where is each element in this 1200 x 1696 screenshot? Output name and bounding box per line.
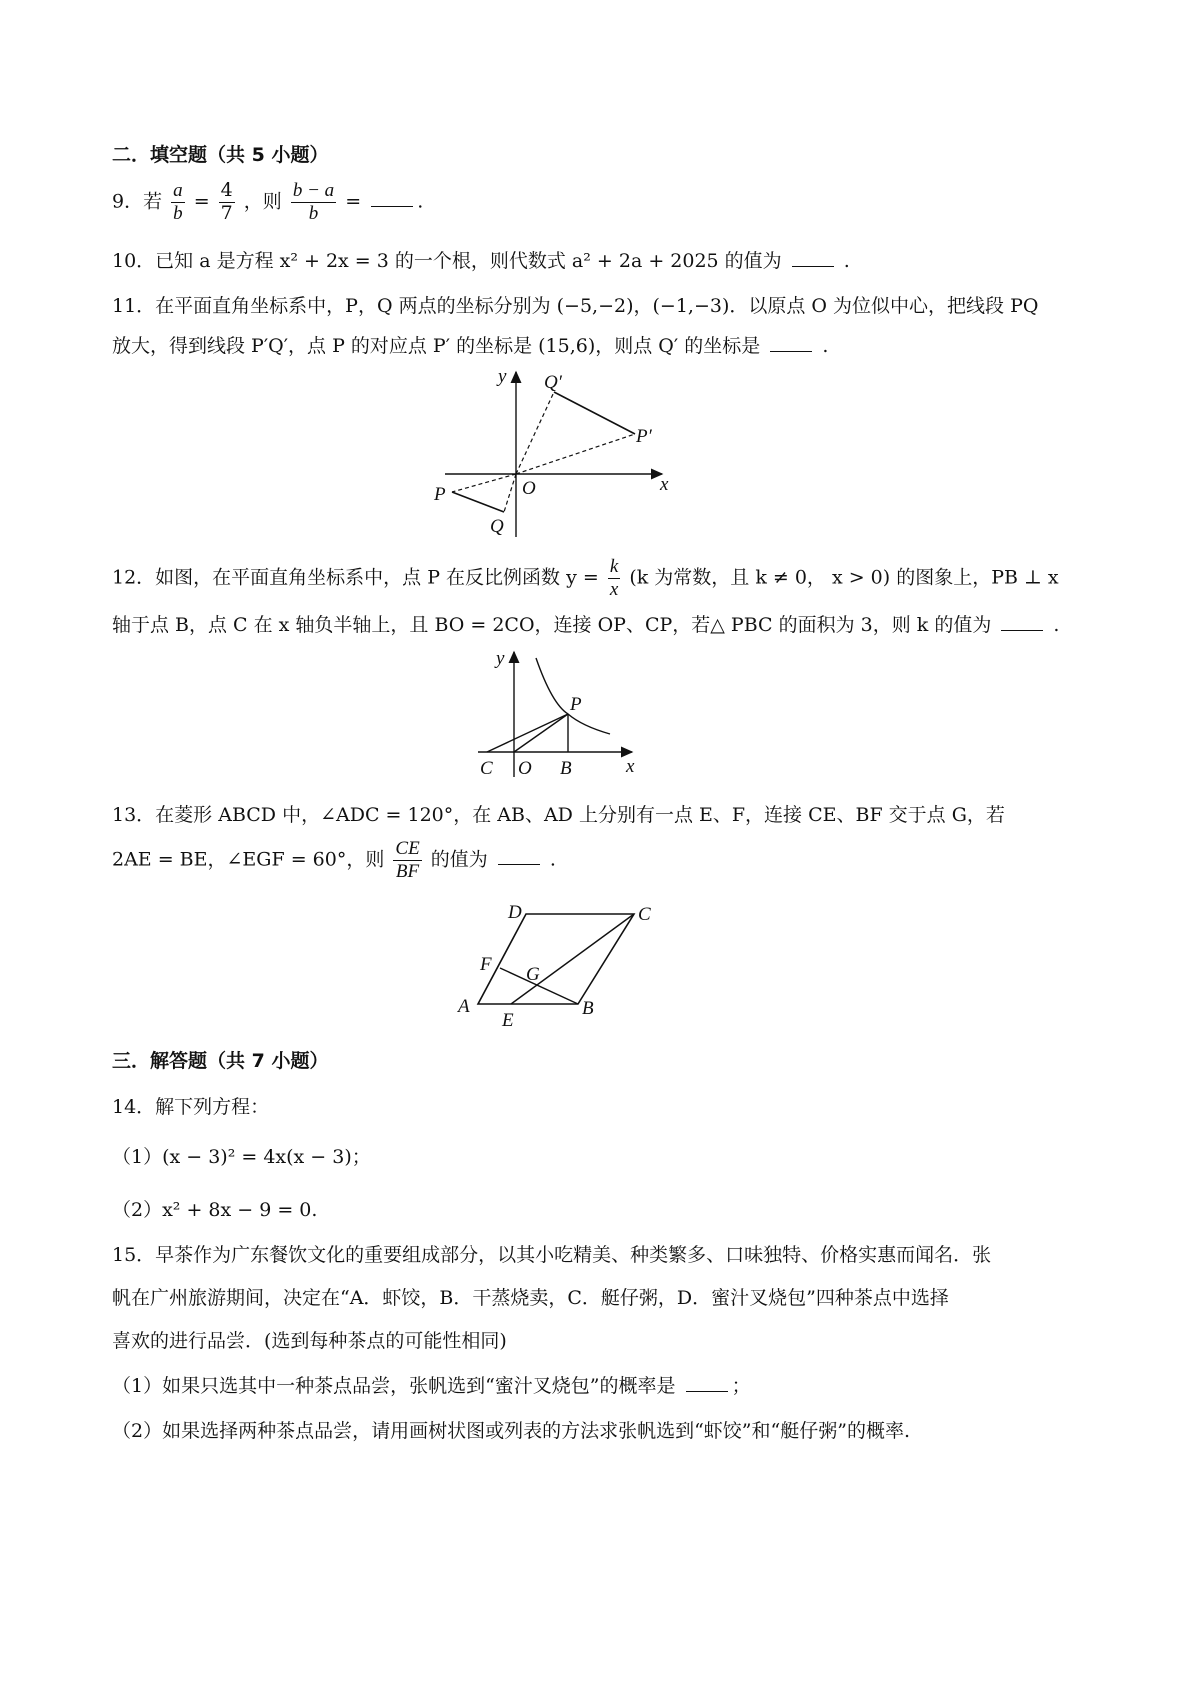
q11-q-label: Q bbox=[490, 516, 504, 537]
q12-period: . bbox=[1053, 614, 1060, 636]
q11-figure bbox=[430, 362, 690, 544]
q9-frac1-den: b bbox=[173, 202, 183, 224]
q12-segment-cp bbox=[487, 714, 568, 752]
q11-dashed-o-p2 bbox=[516, 434, 635, 474]
q13-figure bbox=[448, 896, 668, 1028]
q12-o-label: O bbox=[518, 758, 532, 779]
q9-frac2-num: 4 bbox=[220, 179, 233, 201]
q9-period: . bbox=[417, 190, 424, 213]
q9-frac1-num: a bbox=[173, 180, 183, 201]
q12-c-label: C bbox=[480, 758, 493, 779]
q13-fraction-ce-bf bbox=[393, 838, 421, 883]
q15-part1-end: ； bbox=[731, 1375, 751, 1397]
q9-fraction-target bbox=[291, 180, 336, 225]
q13-period: . bbox=[549, 848, 556, 871]
question-15-line2: 帆在广州旅游期间，决定在“A．虾饺，B．干蒸烧卖，C．艇仔粥，D．蜜汁叉烧包”四种茶点中选择 bbox=[112, 1287, 949, 1309]
q13-segment-ce bbox=[511, 914, 634, 1004]
q10-period: . bbox=[843, 250, 850, 272]
question-15-line3: 喜欢的进行品尝．(选到每种茶点的可能性相同) bbox=[112, 1330, 507, 1352]
question-14-title: 14．解下列方程： bbox=[112, 1096, 270, 1118]
question-11-line2 bbox=[112, 331, 828, 358]
q11-segment-p2q2 bbox=[554, 392, 635, 434]
q13-e-label: E bbox=[502, 1010, 514, 1028]
q11-segment-pq bbox=[452, 492, 504, 512]
q13-b-label: B bbox=[582, 998, 594, 1019]
question-10 bbox=[112, 246, 850, 273]
q11-dashed-o-q bbox=[504, 474, 516, 512]
q13-a-label: A bbox=[458, 996, 470, 1017]
q10-answer-blank[interactable] bbox=[792, 265, 834, 267]
q12-x-label: x bbox=[626, 756, 635, 777]
question-15-part1 bbox=[112, 1371, 751, 1398]
q11-line2-text: 放大，得到线段 P′Q′，点 P 的对应点 P′ 的坐标是 (15,6)，则点 Q′ 的坐标是 bbox=[112, 335, 761, 357]
q11-x-label: x bbox=[660, 474, 669, 495]
q13-line2-end: 的值为 bbox=[430, 848, 488, 871]
question-14-part1: （1）(x − 3)² = 4x(x − 3)； bbox=[112, 1146, 371, 1168]
q11-o-label: O bbox=[522, 478, 536, 499]
q12-fraction-k-x bbox=[608, 556, 620, 601]
q12-figure bbox=[470, 642, 650, 782]
question-13-line1: 13．在菱形 ABCD 中，∠ADC = 120°，在 AB、AD 上分别有一点 E、F，连接 CE、BF 交于点 G，若 bbox=[112, 804, 1005, 826]
q12-p-label: P bbox=[570, 694, 582, 715]
q11-y-label: y bbox=[498, 366, 507, 387]
q13-line2-start: 2AE = BE，∠EGF = 60°，则 bbox=[112, 848, 385, 871]
q11-period: . bbox=[822, 335, 829, 357]
question-11-line1: 11．在平面直角坐标系中，P，Q 两点的坐标分别为 (−5,−2)，(−1,−3)．以原点 O 为位似中心，把线段 PQ bbox=[112, 295, 1039, 317]
q12-frac-num: k bbox=[609, 556, 619, 577]
q9-fraction-a-b bbox=[171, 180, 185, 225]
q12-segment-op bbox=[514, 714, 568, 752]
q13-rhombus-abcd bbox=[478, 914, 634, 1004]
question-12-line1 bbox=[112, 556, 1059, 601]
q10-text: 10．已知 a 是方程 x² + 2x = 3 的一个根，则代数式 a² + 2a + 2025 的值为 bbox=[112, 250, 782, 272]
q13-frac-num: CE bbox=[395, 838, 420, 859]
q12-line1-end: (k 为常数，且 k ≠ 0， x > 0) 的图象上，PB ⊥ x bbox=[629, 566, 1059, 589]
q12-frac-den: x bbox=[609, 578, 619, 600]
q12-line1-start: 12．如图，在平面直角坐标系中，点 P 在反比例函数 y = bbox=[112, 566, 599, 589]
q9-prefix: 9．若 bbox=[112, 190, 163, 213]
question-13-line2 bbox=[112, 838, 556, 883]
q13-d-label: D bbox=[508, 902, 522, 923]
q12-y-label: y bbox=[496, 648, 505, 669]
question-14-part2: （2）x² + 8x − 9 = 0. bbox=[112, 1199, 318, 1221]
q11-p-label: P bbox=[434, 484, 446, 505]
q12-b-label: B bbox=[560, 758, 572, 779]
q9-fraction-4-7 bbox=[219, 180, 235, 225]
q13-f-label: F bbox=[480, 954, 492, 975]
q11-p2-label: P′ bbox=[636, 426, 652, 447]
q9-answer-blank[interactable] bbox=[371, 205, 413, 207]
q13-answer-blank[interactable] bbox=[498, 863, 540, 865]
q13-c-label: C bbox=[638, 904, 651, 925]
q11-answer-blank[interactable] bbox=[770, 350, 812, 352]
q11-dashed-o-q2 bbox=[516, 392, 554, 474]
question-15-line1: 15．早茶作为广东餐饮文化的重要组成部分，以其小吃精美、种类繁多、口味独特、价格实惠而闻名．张 bbox=[112, 1244, 992, 1266]
q9-frac2-den: 7 bbox=[220, 201, 233, 224]
q12-line2-text: 轴于点 B，点 C 在 x 轴负半轴上，且 BO = 2CO，连接 OP、CP，若△ PBC 的面积为 3，则 k 的值为 bbox=[112, 614, 992, 636]
question-12-line2 bbox=[112, 610, 1059, 637]
q9-frac3-den: b bbox=[308, 202, 319, 224]
q13-frac-den: BF bbox=[395, 860, 420, 882]
q15-part1-text: （1）如果只选其中一种茶点品尝，张帆选到“蜜汁叉烧包”的概率是 bbox=[112, 1375, 676, 1397]
q9-equals: = bbox=[193, 190, 210, 213]
q11-q2-label: Q′ bbox=[544, 372, 562, 393]
q11-dashed-o-p bbox=[452, 474, 516, 492]
q13-g-label: G bbox=[526, 964, 540, 985]
q9-equals-2: = bbox=[345, 190, 362, 213]
q9-then: ，则 bbox=[243, 190, 282, 213]
q9-frac3-num: b − a bbox=[292, 180, 335, 201]
q12-answer-blank[interactable] bbox=[1001, 629, 1043, 631]
section-title-fill-blank: 二．填空题（共 5 小题） bbox=[112, 144, 329, 166]
q15-answer-blank[interactable] bbox=[686, 1390, 728, 1392]
question-15-part2: （2）如果选择两种茶点品尝，请用画树状图或列表的方法求张帆选到“虾饺”和“艇仔粥”的概率. bbox=[112, 1420, 910, 1442]
question-9 bbox=[112, 180, 423, 225]
section-title-solutions: 三．解答题（共 7 小题） bbox=[112, 1050, 329, 1072]
